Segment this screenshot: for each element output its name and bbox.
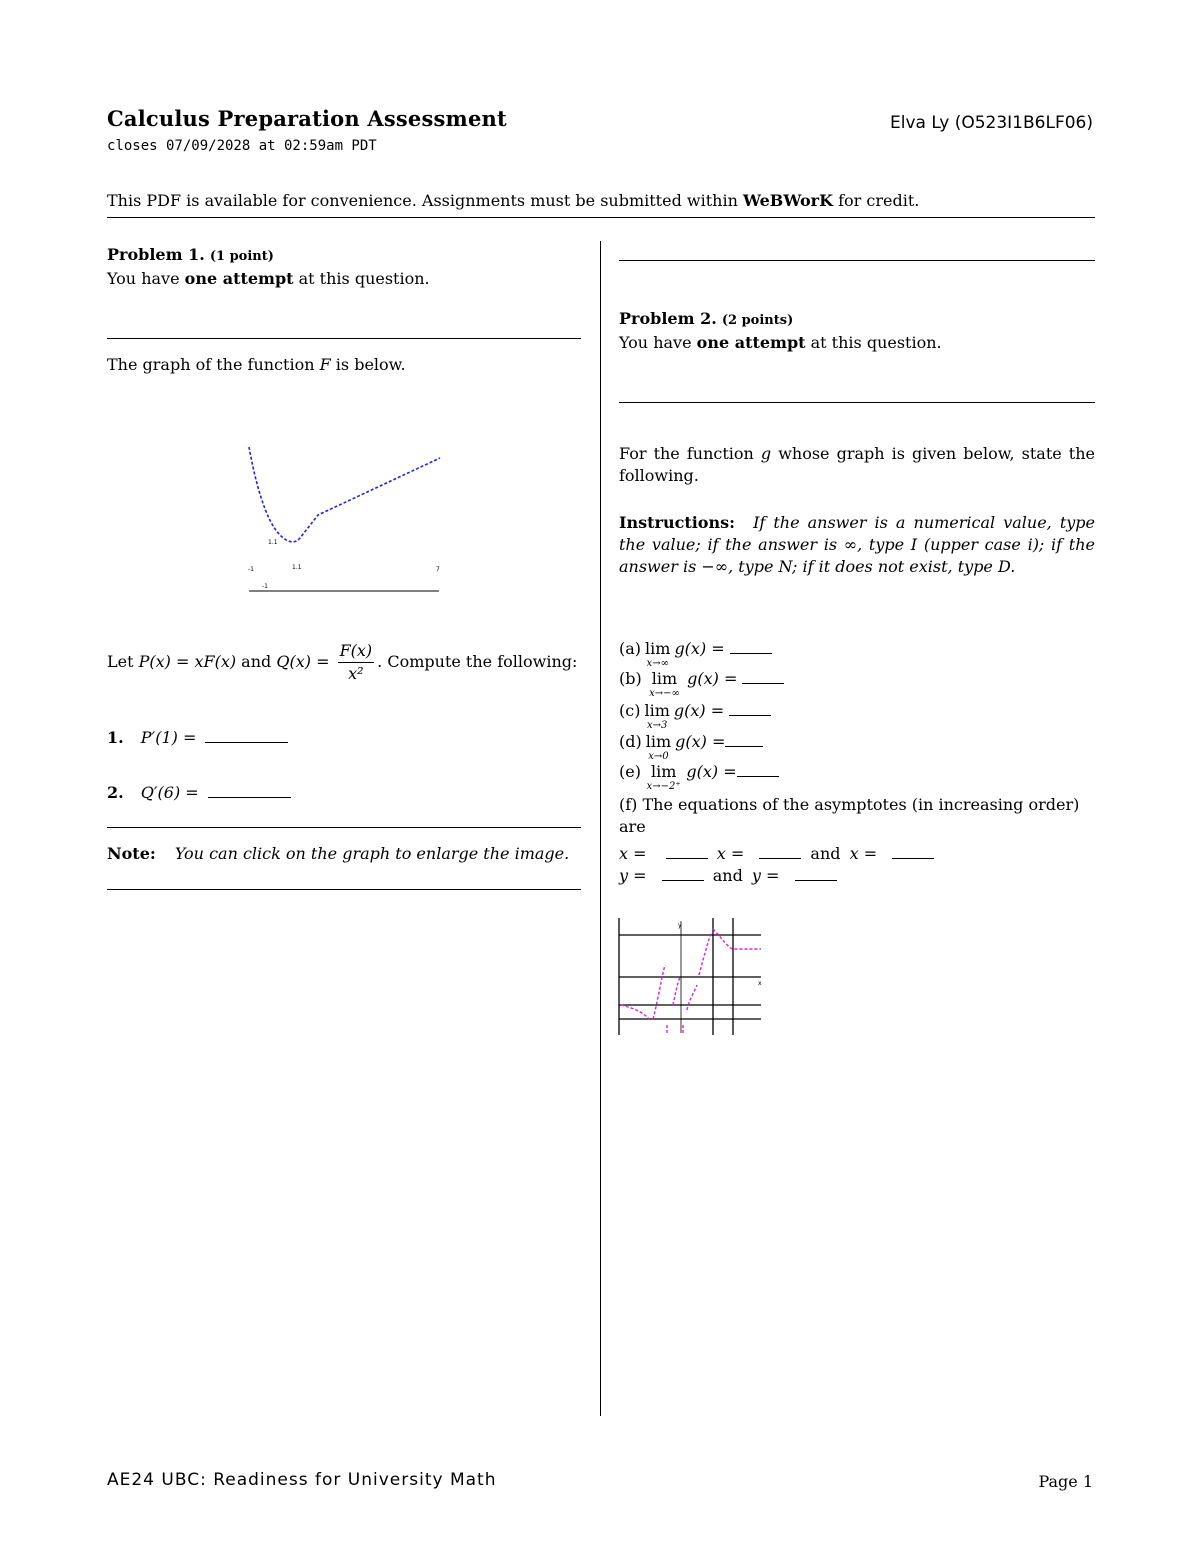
attempt-pre: You have: [619, 333, 697, 352]
graph-of-F[interactable]: [240, 440, 445, 600]
notice-text-post: for credit.: [833, 191, 920, 210]
assessment-title: Calculus Preparation Assessment: [107, 106, 507, 131]
problem1-points: (1 point): [209, 249, 274, 264]
answer-blank-x2[interactable]: [759, 844, 801, 859]
asym-x-label: x =: [716, 844, 745, 863]
problem2-points: (2 points): [721, 313, 794, 328]
graph-intro-post: is below.: [330, 355, 406, 374]
attempt-bold: one attempt: [184, 269, 294, 288]
answer-blank-y1[interactable]: [662, 866, 704, 881]
lim-sub: x→0: [648, 751, 669, 762]
def-P: P(x) = xF(x): [138, 652, 237, 671]
part-f-y-asymptotes: [619, 865, 837, 887]
header-divider: [107, 217, 1095, 218]
attempt-bold: one attempt: [696, 333, 806, 352]
notice-text-pre: This PDF is available for convenience. Assignments must be submitted within: [107, 191, 743, 210]
answer-blank-p1[interactable]: [205, 728, 288, 743]
axis-label: x: [758, 980, 762, 987]
tick-mark: -1: [248, 566, 254, 573]
tick-mark: 1.1: [292, 564, 302, 571]
student-name: Elva Ly (O523I1B6LF06): [889, 113, 1093, 133]
tick-mark: 7: [436, 566, 440, 573]
problem2-heading: [619, 308, 793, 332]
problem1-item-1: [107, 727, 288, 749]
lim-word: lim: [651, 669, 678, 688]
axis-label: y: [678, 922, 682, 929]
problem2-title: Problem 2.: [619, 309, 717, 328]
frac-num: F(x): [338, 640, 375, 663]
answer-blank-x3[interactable]: [892, 844, 934, 859]
note-divider-bottom: [107, 889, 581, 890]
let-post: . Compute the following:: [377, 652, 578, 671]
part-label: (e): [619, 762, 641, 781]
answer-blank-d[interactable]: [725, 732, 763, 747]
column-divider: [600, 241, 601, 1416]
lim-sub: x→3: [646, 720, 668, 731]
def-Q: Q(x) =: [276, 652, 335, 671]
part-c: [619, 700, 771, 731]
answer-blank-y2[interactable]: [795, 866, 837, 881]
asym-x-label: x =: [849, 844, 878, 863]
curve-g: [621, 929, 761, 1033]
curve-F: [249, 447, 440, 542]
part-e: [619, 761, 779, 792]
part-expr: g(x) =: [673, 701, 725, 720]
problem1-note: [107, 843, 569, 865]
attempt-pre: You have: [107, 269, 185, 288]
answer-blank-b[interactable]: [742, 669, 784, 684]
graph-intro-pre: The graph of the function: [107, 355, 320, 374]
intro-post: whose graph is given below, state the following.: [619, 444, 1096, 485]
graph-intro-var: F: [319, 355, 331, 374]
graph-intro: [107, 354, 406, 376]
part-expr: g(x) =: [674, 639, 725, 658]
page-number: Page 1: [1038, 1472, 1093, 1491]
attempt-post: at this question.: [293, 269, 430, 288]
asym-and: and: [810, 844, 841, 863]
instructions-label: Instructions:: [619, 513, 736, 532]
grid: [619, 918, 761, 1035]
part-f-x-asymptotes: [619, 843, 934, 865]
attempt-post: at this question.: [805, 333, 942, 352]
webwork-brand: WeBWorK: [742, 191, 833, 210]
problem2-divider-mid: [619, 402, 1095, 403]
part-b: [619, 668, 784, 699]
let-and: and: [236, 652, 277, 671]
lim-word: lim: [650, 762, 677, 781]
part-f-text: (f) The equations of the asymptotes (in increasing order) are: [619, 795, 1080, 836]
part-label: (a): [619, 639, 642, 658]
answer-blank-c[interactable]: [729, 701, 771, 716]
problem1-divider-top: [107, 338, 581, 339]
answer-blank-a[interactable]: [730, 639, 772, 654]
instructions-text: If the answer is a numerical value, type the value; if the answer is ∞, type I (upper case i); if the answer is −∞, type N; if it does not exist, type D.: [619, 513, 1095, 576]
tick-mark: -1: [262, 583, 268, 590]
answer-blank-p2[interactable]: [208, 783, 291, 798]
item-number: 2.: [107, 783, 124, 802]
tick-mark: 1.1: [268, 539, 278, 546]
pdf-notice: [107, 191, 919, 210]
note-label: Note:: [107, 844, 156, 863]
item-number: 1.: [107, 728, 124, 747]
answer-blank-x1[interactable]: [666, 844, 708, 859]
intro-var: g: [760, 444, 772, 463]
lim-word: lim: [645, 732, 672, 751]
frac-den: x²: [348, 664, 364, 683]
problem1-item-2: [107, 782, 291, 804]
part-expr: g(x) =: [675, 732, 726, 751]
item-expr: P′(1) =: [140, 728, 197, 747]
lim-sub: x→∞: [646, 658, 669, 669]
asym-y-label: y =: [619, 866, 647, 885]
course-name: AE24 UBC: Readiness for University Math: [107, 1470, 497, 1490]
problem1-heading: [107, 244, 274, 268]
part-label: (b): [619, 669, 642, 688]
item-expr: Q′(6) =: [140, 783, 199, 802]
graph-of-g[interactable]: [617, 915, 767, 1040]
close-date: closes 07/09/2028 at 02:59am PDT: [107, 138, 377, 154]
part-a: [619, 638, 772, 669]
asym-x-label: x =: [619, 844, 647, 863]
problem1-title: Problem 1.: [107, 245, 205, 264]
asym-and: and: [712, 866, 743, 885]
let-pre: Let: [107, 652, 139, 671]
note-divider-top: [107, 827, 581, 828]
intro-pre: For the function: [619, 444, 761, 463]
problem2-divider-top: [619, 260, 1095, 261]
lim-word: lim: [644, 701, 670, 720]
part-expr: g(x) =: [687, 669, 738, 688]
lim-sub: x→−2⁺: [646, 781, 681, 792]
note-text: You can click on the graph to enlarge the image.: [174, 844, 570, 863]
asym-y-label: y =: [751, 866, 780, 885]
lim-sub: x→−∞: [649, 688, 680, 699]
lim-word: lim: [645, 639, 671, 658]
fraction-F-over-x2: [338, 640, 375, 685]
part-expr: g(x) =: [686, 762, 737, 781]
part-label: (d): [619, 732, 642, 751]
problem1-attempts: [107, 268, 430, 290]
part-label: (c): [619, 701, 641, 720]
problem2-instructions: [619, 512, 1095, 578]
problem1-statement: [107, 640, 581, 685]
answer-blank-e[interactable]: [737, 762, 779, 777]
problem2-intro: [619, 443, 1095, 487]
problem2-attempts: [619, 332, 942, 354]
part-d: [619, 731, 763, 762]
